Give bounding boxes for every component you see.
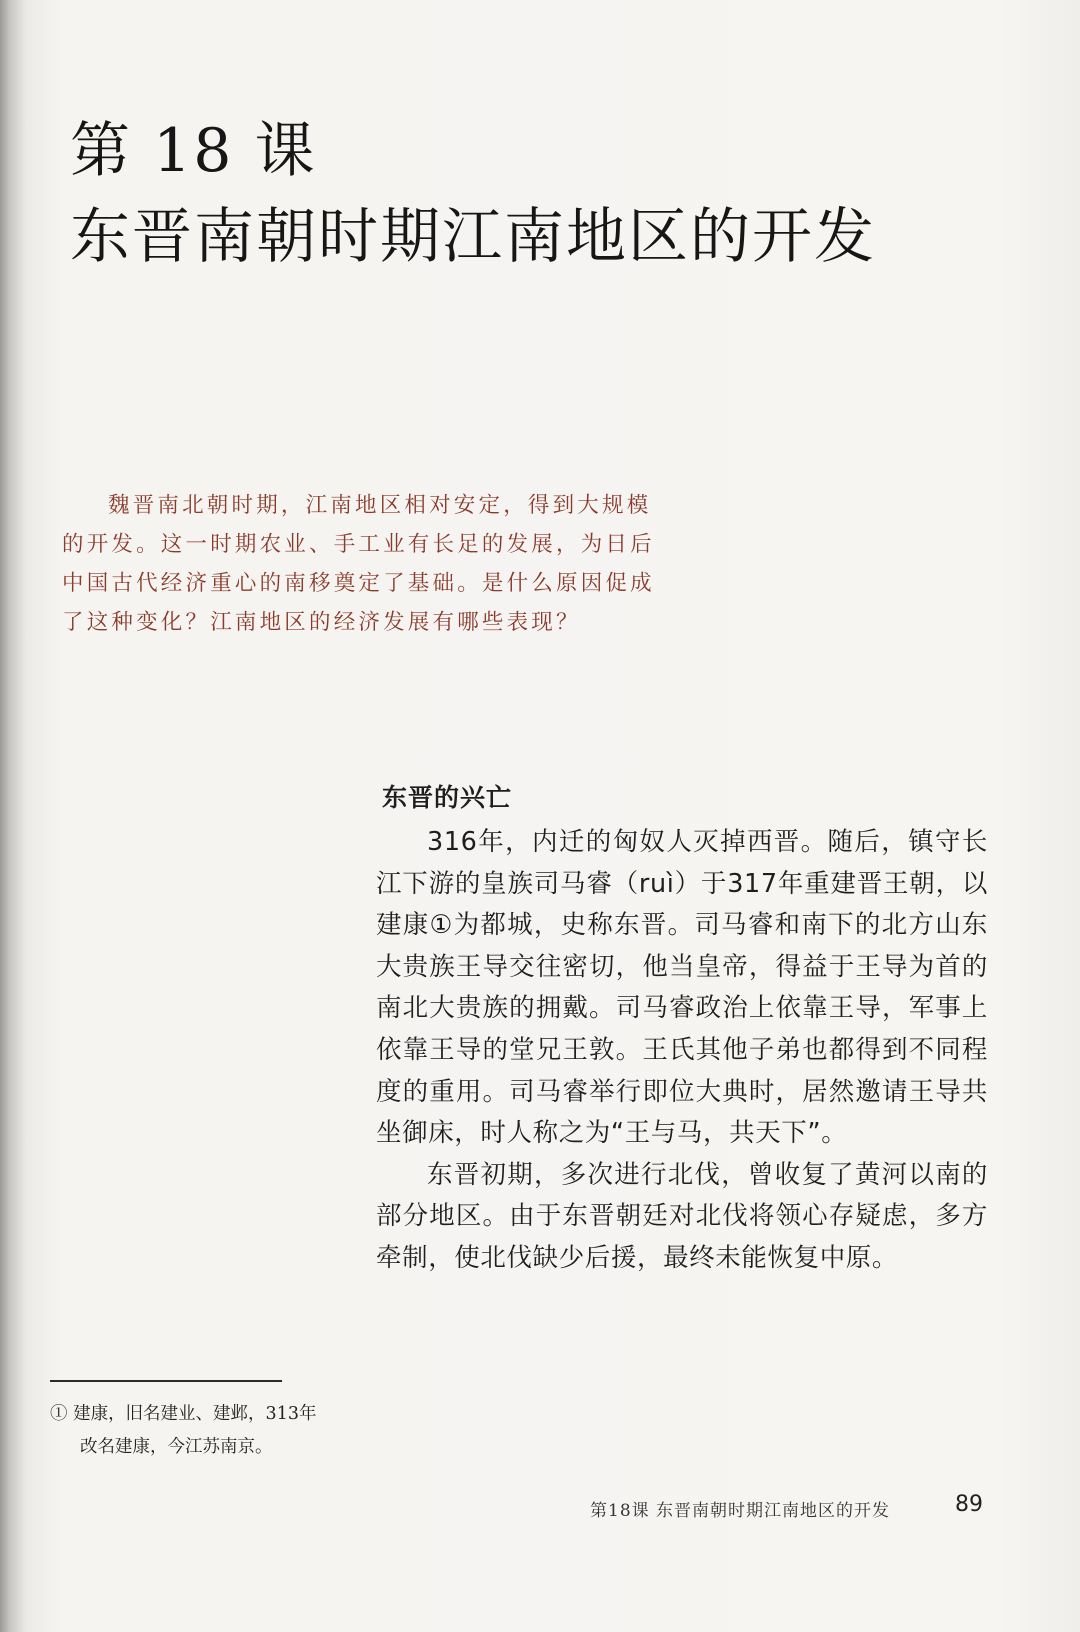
running-head: 第18课 东晋南朝时期江南地区的开发 bbox=[590, 1501, 891, 1521]
lesson-title bbox=[70, 108, 876, 280]
lesson-number: 第 18 课 bbox=[70, 116, 317, 186]
footnote bbox=[50, 1398, 390, 1464]
section-body bbox=[376, 822, 988, 1280]
body-paragraph: 东晋初期，多次进行北伐，曾收复了黄河以南的部分地区。由于东晋朝廷对北伐将领心存疑虑，多方牵制，使北伐缺少后援，最终未能恢复中原。 bbox=[376, 1159, 988, 1273]
body-paragraph: 316年，内迁的匈奴人灭掉西晋。随后，镇守长江下游的皇族司马睿（ruì）于317年重建晋王朝，以建康①为都城，史称东晋。司马睿和南下的北方山东大贵族王导交往密切，他当皇帝，得益于王导为首的南北大贵族的拥戴。司马睿政治上依靠王导，军事上依靠王导的堂兄王敦。王氏其他子弟也都得到不同程度的重用。司马睿举行即位大典时，居然邀请王导共坐御床，时人称之为“王与马，共天下”。 bbox=[376, 827, 988, 1149]
lesson-name: 东晋南朝时期江南地区的开发 bbox=[70, 202, 876, 272]
footnote-divider bbox=[50, 1380, 282, 1382]
section-heading: 东晋的兴亡 bbox=[382, 783, 513, 812]
page-number: 89 bbox=[955, 1492, 983, 1517]
footnote-line: 改名建康，今江苏南京。 bbox=[80, 1437, 273, 1457]
intro-paragraph: 魏晋南北朝时期，江南地区相对安定，得到大规模的开发。这一时期农业、手工业有长足的发展，为日后中国古代经济重心的南移奠定了基础。是什么原因促成了这种变化？江南地区的经济发展有哪些表现？ bbox=[62, 493, 655, 635]
footnote-line: ① 建康，旧名建业、建邺，313年 bbox=[50, 1404, 317, 1424]
